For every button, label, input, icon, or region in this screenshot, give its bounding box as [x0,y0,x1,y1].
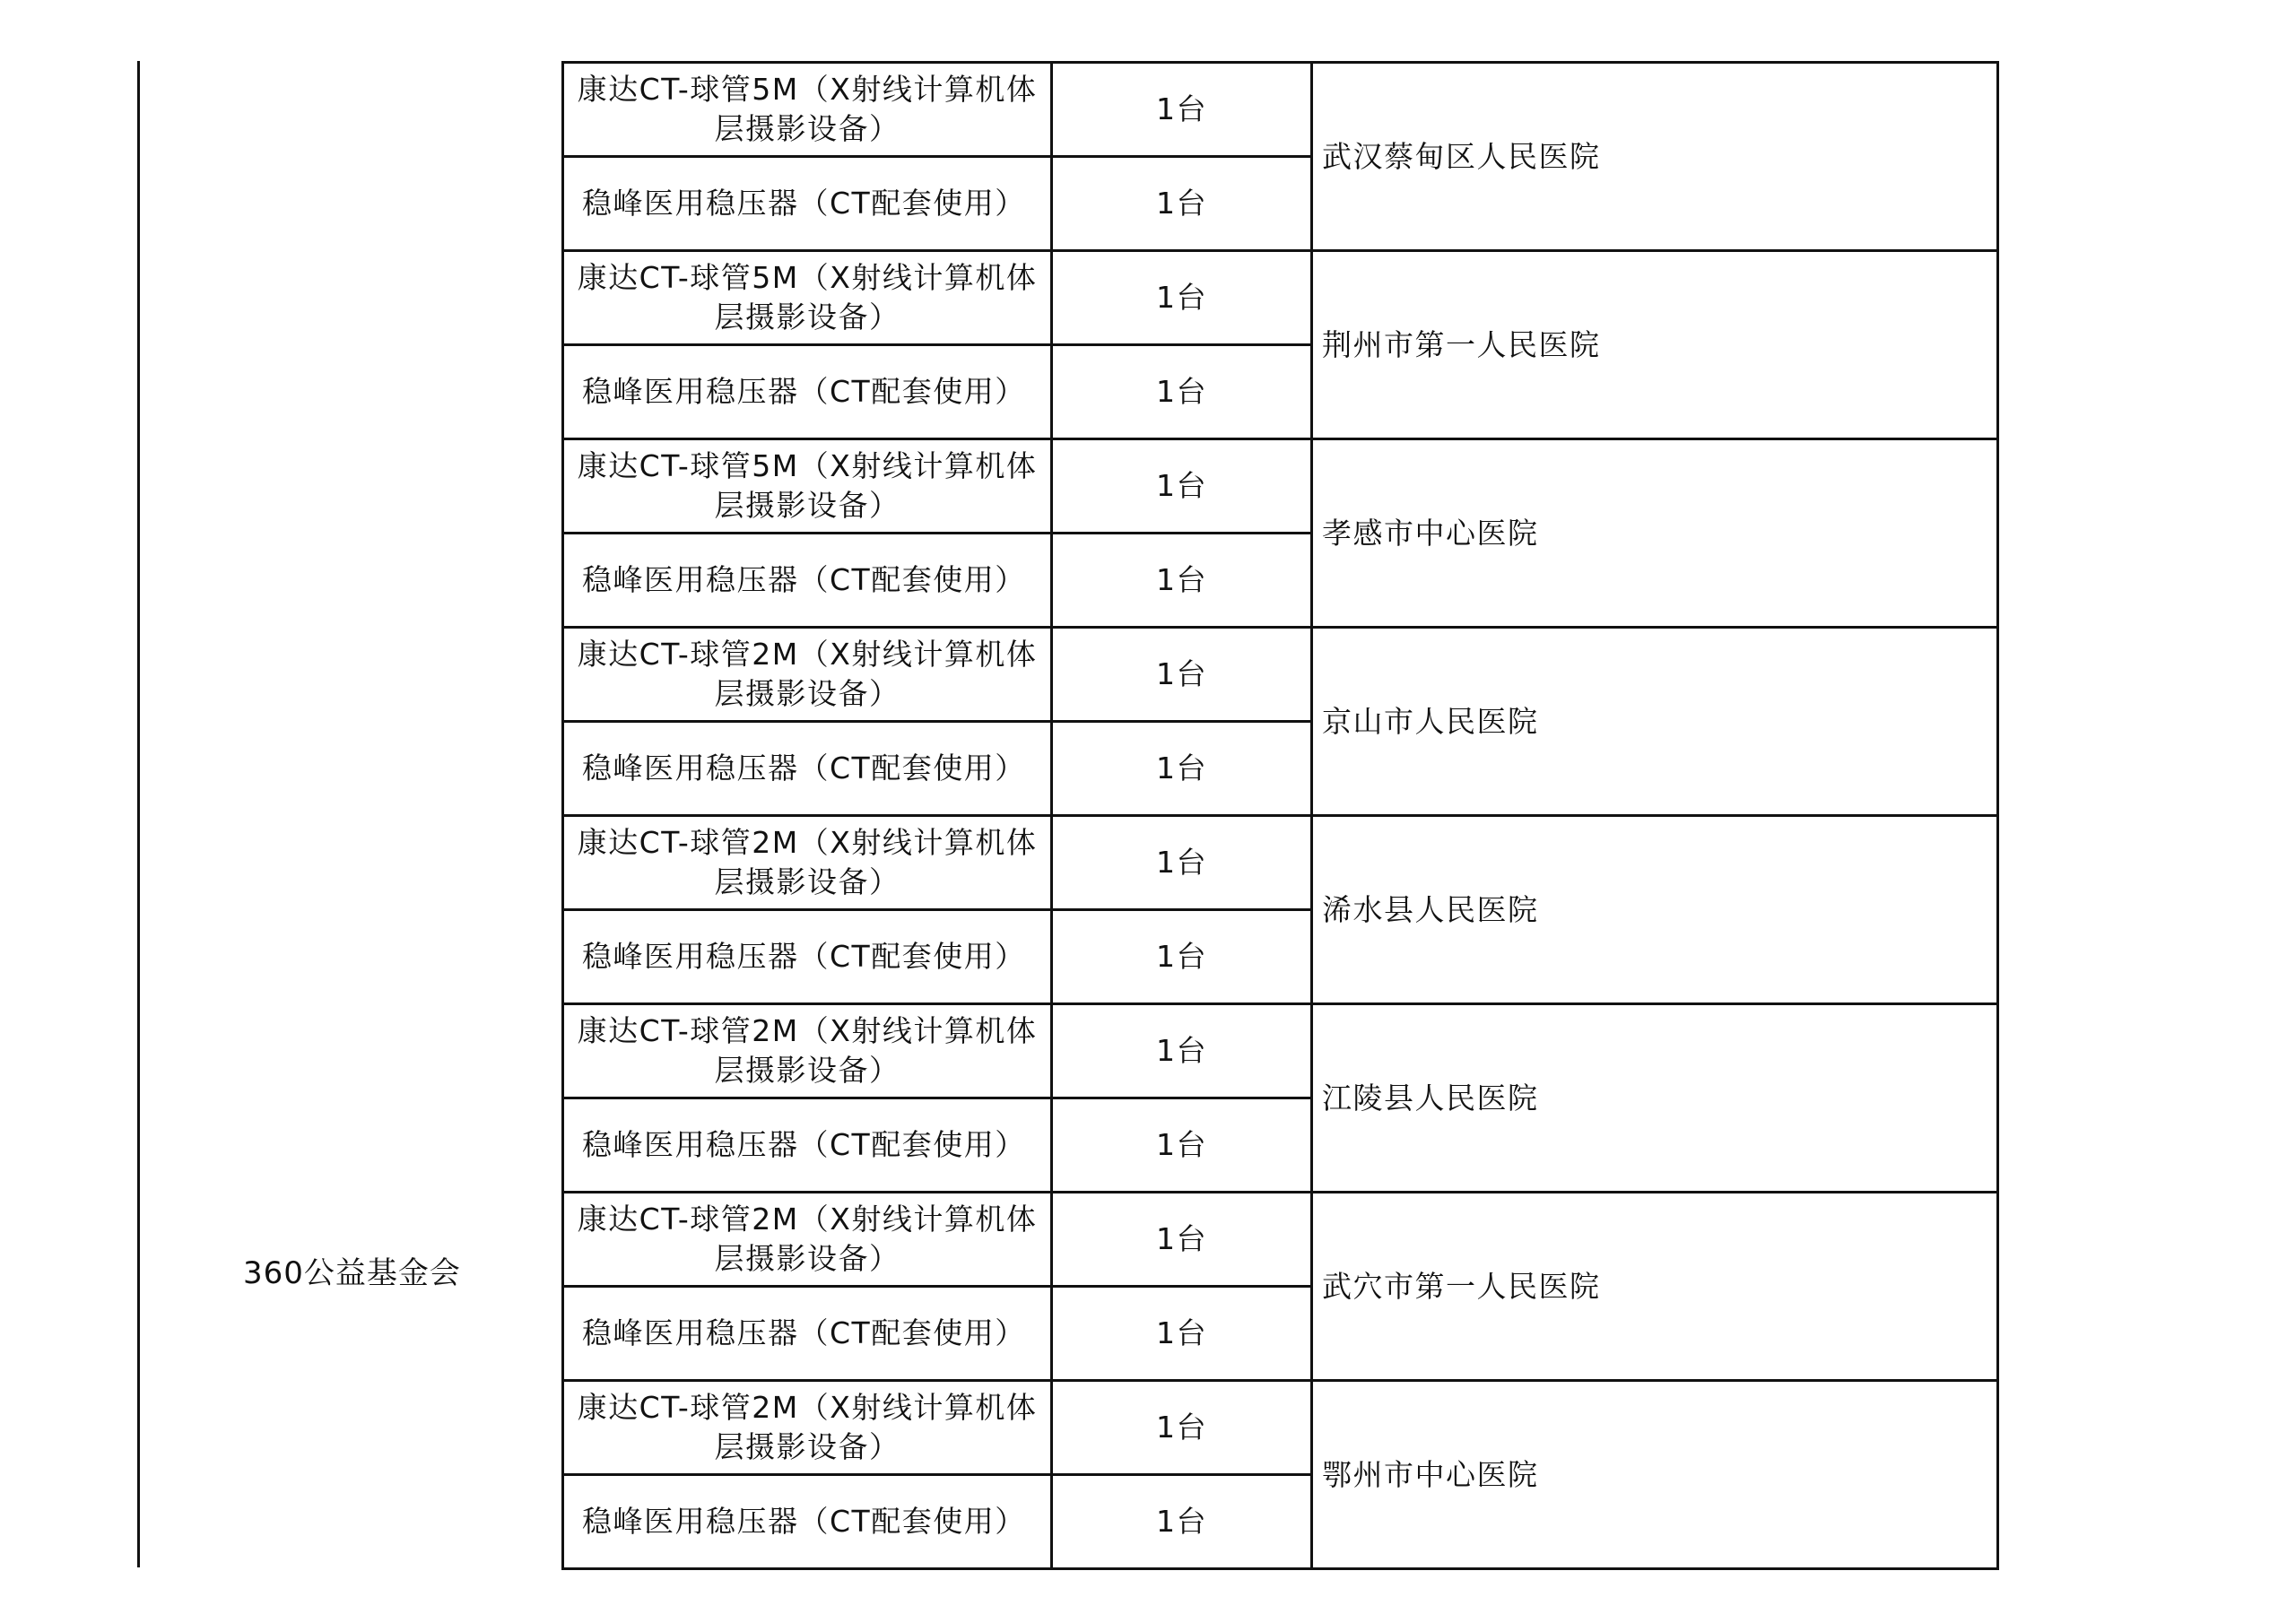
table-row [563,1004,1998,1098]
table-row [563,1381,1998,1475]
hospital-cell: 孝感市中心医院 [1312,439,1998,628]
quantity-cell: 1台 [1052,1381,1312,1475]
device-label: 康达CT-球管2M（X射线计算机体层摄影设备） [577,1013,1038,1088]
device-label: 稳峰医用稳压器（CT配套使用） [582,939,1026,974]
device-cell-ct-tube [563,628,1052,722]
device-label: 康达CT-球管5M（X射线计算机体层摄影设备） [577,260,1038,334]
quantity-cell: 1台 [1052,251,1312,345]
device-cell-stabilizer [563,1098,1052,1193]
quantity-cell: 1台 [1052,628,1312,722]
donation-table-body [563,63,1998,1569]
hospital-cell: 江陵县人民医院 [1312,1004,1998,1193]
hospital-cell: 浠水县人民医院 [1312,816,1998,1004]
table-row [563,816,1998,910]
quantity-cell: 1台 [1052,345,1312,439]
device-label: 康达CT-球管2M（X射线计算机体层摄影设备） [577,1202,1038,1276]
device-cell-stabilizer [563,1475,1052,1569]
table-row [563,63,1998,157]
device-label: 康达CT-球管5M（X射线计算机体层摄影设备） [577,72,1038,146]
quantity-cell: 1台 [1052,816,1312,910]
hospital-cell: 荆州市第一人民医院 [1312,251,1998,439]
device-label: 稳峰医用稳压器（CT配套使用） [582,751,1026,785]
hospital-cell: 武穴市第一人民医院 [1312,1193,1998,1381]
donation-table [561,61,1999,1570]
quantity-cell: 1台 [1052,63,1312,157]
hospital-cell: 武汉蔡甸区人民医院 [1312,63,1998,251]
hospital-cell: 鄂州市中心医院 [1312,1381,1998,1569]
device-cell-stabilizer [563,722,1052,816]
device-label: 稳峰医用稳压器（CT配套使用） [582,562,1026,597]
device-cell-stabilizer [563,157,1052,251]
device-label: 稳峰医用稳压器（CT配套使用） [582,186,1026,221]
device-label: 康达CT-球管2M（X射线计算机体层摄影设备） [577,1390,1038,1464]
table-row [563,628,1998,722]
device-cell-ct-tube [563,1004,1052,1098]
device-label: 稳峰医用稳压器（CT配套使用） [582,1127,1026,1162]
device-cell-stabilizer [563,910,1052,1004]
device-cell-stabilizer [563,534,1052,628]
quantity-cell: 1台 [1052,722,1312,816]
table-row [563,251,1998,345]
device-label: 稳峰医用稳压器（CT配套使用） [582,1504,1026,1539]
device-label: 稳峰医用稳压器（CT配套使用） [582,374,1026,409]
quantity-cell: 1台 [1052,439,1312,534]
table-row [563,1193,1998,1287]
device-cell-ct-tube [563,816,1052,910]
hospital-cell: 京山市人民医院 [1312,628,1998,816]
device-cell-ct-tube [563,1381,1052,1475]
device-cell-ct-tube [563,251,1052,345]
device-cell-ct-tube [563,1193,1052,1287]
quantity-cell: 1台 [1052,534,1312,628]
device-label: 康达CT-球管2M（X射线计算机体层摄影设备） [577,637,1038,711]
quantity-cell: 1台 [1052,1098,1312,1193]
device-label: 康达CT-球管5M（X射线计算机体层摄影设备） [577,448,1038,523]
quantity-cell: 1台 [1052,1193,1312,1287]
device-label: 康达CT-球管2M（X射线计算机体层摄影设备） [577,825,1038,899]
donor-name: 360公益基金会 [243,1255,461,1291]
device-cell-stabilizer [563,1287,1052,1381]
table-row [563,439,1998,534]
quantity-cell: 1台 [1052,910,1312,1004]
quantity-cell: 1台 [1052,157,1312,251]
left-border-line [137,61,140,1567]
device-cell-ct-tube [563,439,1052,534]
quantity-cell: 1台 [1052,1287,1312,1381]
device-cell-ct-tube [563,63,1052,157]
device-cell-stabilizer [563,345,1052,439]
device-label: 稳峰医用稳压器（CT配套使用） [582,1315,1026,1350]
quantity-cell: 1台 [1052,1004,1312,1098]
quantity-cell: 1台 [1052,1475,1312,1569]
